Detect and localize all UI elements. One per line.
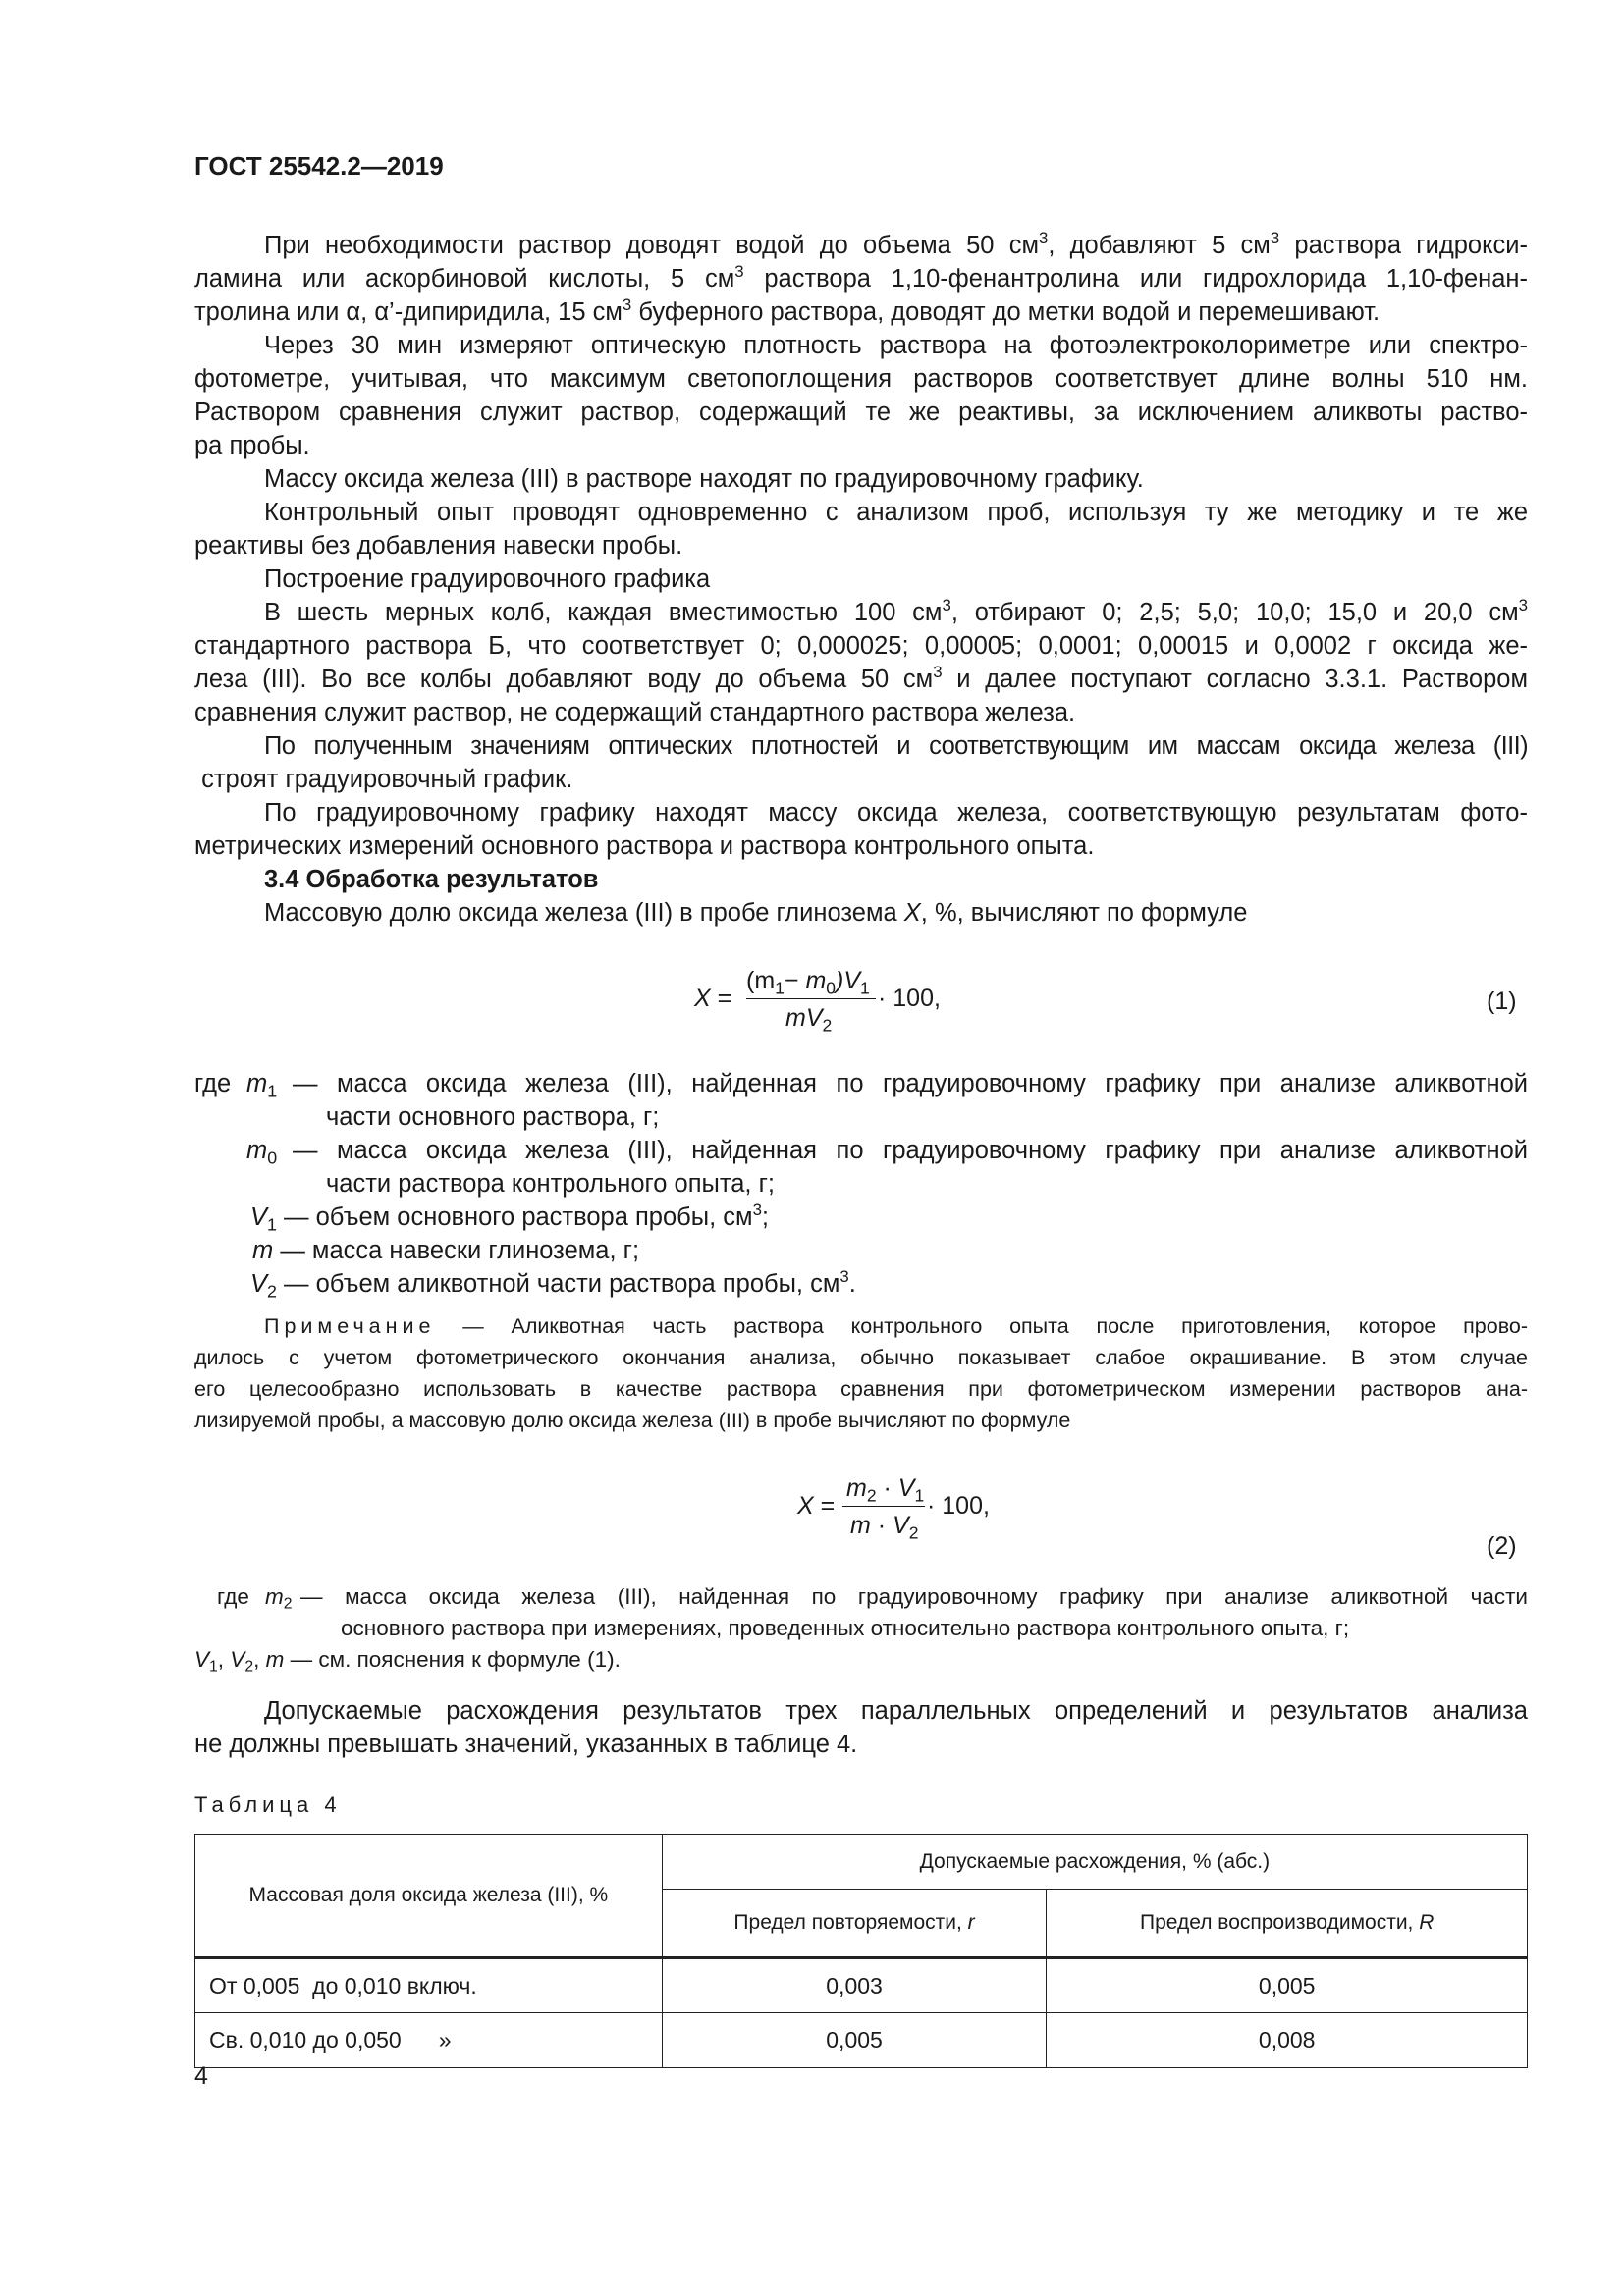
paragraph-line: Через 30 мин измеряют оптическую плотность раствора на фотоэлектроколориметре или спектро- [264,332,1528,359]
repeatability-cell: 0,005 [662,2013,1047,2068]
legend-where: где [194,1070,232,1097]
paragraph-line: не должны превышать значений, указанных в таблице 4. [194,1731,858,1758]
range-cell: Св. 0,010 до 0,050 » [195,2013,663,2068]
note-line: Примечание — Аликвотная часть раствора контрольного опыта после приготовления, которое прово- [264,1314,1528,1338]
fraction-bar [746,998,876,999]
legend-where: где [217,1584,249,1609]
legend-line: $V_2$ — объем аликвотной части раствора пробы, $см^3$. [250,1266,856,1302]
paragraph-line: Раствором сравнения служит раствор, содержащий те же реактивы, за исключением аликвоты раство- [194,399,1528,426]
paragraph-line: ламина или аскорбиновой кислоты, 5 $см^3$ раствора 1,10-фенантролина или гидрохлорида 1,10-фенан- [194,261,1528,293]
legend-text: основного раствора при измерениях, проведенных относительно раствора контрольного опыта, г; [341,1616,1350,1640]
legend-symbol: $m_0$ [246,1137,278,1168]
formula-numerator: $m_2 \cdot V_1$ [846,1474,925,1506]
document-header: ГОСТ 25542.2—2019 [194,151,444,181]
formula-denominator: $m \cdot V_2$ [850,1512,919,1543]
table-row [195,2013,1528,2068]
paragraph-line: фотометре, учитывая, что максимум светопоглощения растворов соответствует длине волны 510 нм. [194,365,1528,393]
paragraph-line: леза (III). Во все колбы добавляют воду до объема 50 $см^3$ и далее поступают согласно 3.3.1. Раствором [194,662,1528,693]
range-cell: От 0,005 до 0,010 включ. [195,1958,663,2013]
paragraph-line: тролина или α, α’-дипиридила, 15 $см^3$ буферного раствора, доводят до метки водой и перемешивают. [194,294,1380,326]
formula-number: (1) [1487,988,1517,1015]
table-row [195,1958,1528,2013]
column-header-mass-fraction: Массовая доля оксида железа (III), % [195,1835,663,1958]
paragraph-line: Допускаемые расхождения результатов трех параллельных определений и результатов анализа [264,1697,1528,1725]
column-header-reproducibility: Предел воспроизводимости, R [1047,1890,1528,1958]
reproducibility-cell: 0,005 [1047,1958,1528,2013]
paragraph-line: реактивы без добавления навески пробы. [194,532,683,560]
paragraph-line: Контрольный опыт проводят одновременно с анализом проб, используя ту же методику и те же [264,499,1528,526]
column-header-repeatability: Предел повторяемости, r [662,1890,1047,1958]
table-header-row [195,1835,1528,1890]
legend-text: — масса оксида железа (III), найденная по градуировочному графику при анализе аликвотной части [300,1584,1528,1609]
formula-tail: · 100, [927,1492,990,1520]
reproducibility-cell: 0,008 [1047,2013,1528,2068]
note-line: дилось с учетом фотометрического окончания анализа, обычно показывает слабое окрашивание. В этом случае [194,1346,1528,1369]
legend-line: $V_1$, $V_2$, m — см. пояснения к формуле (1). [194,1647,621,1676]
paragraph-line: В шесть мерных колб, каждая вместимостью 100 $см^3$, отбирают 0; 2,5; 5,0; 10,0; 15,0 и 20,0 $см^3$ [264,595,1528,626]
paragraph-line: При необходимости раствор доводят водой до объема 50 $см^3$, добавляют 5 $см^3$ раствора гидрокси- [264,228,1528,259]
formula-number: (2) [1487,1532,1517,1560]
paragraph-line: По градуировочному графику находят массу оксида железа, соответствующую результатам фото- [264,799,1528,827]
legend-line: $V_1$ — объем основного раствора пробы, $см^3$; [250,1200,770,1235]
page-number: 4 [194,2062,208,2090]
paragraph-line: сравнения служит раствор, не содержащий стандартного раствора железа. [194,699,1076,726]
paragraph-line: Массовую долю оксида железа (III) в пробе глинозема X, %, вычисляют по формуле [264,899,1248,927]
note-line: его целесообразно использовать в качестве раствора сравнения при фотометрическом измерении растворов ана- [194,1377,1528,1401]
paragraph-line: ра пробы. [194,432,310,459]
repeatability-cell: 0,003 [662,1958,1047,2013]
legend-text: — масса оксида железа (III), найденная по градуировочному графику при анализе аликвотной [293,1070,1528,1097]
note-line: лизируемой пробы, а массовую долю оксида железа (III) в пробе вычисляют по формуле [194,1409,1071,1432]
formula-tail: · 100, [878,985,941,1012]
table-caption: Таблица 4 [194,1792,342,1817]
paragraph-line: метрических измерений основного раствора и раствора контрольного опыта. [194,832,1095,860]
paragraph-line: стандартного раствора Б, что соответствует 0; 0,000025; 0,00005; 0,0001; 0,00015 и 0,0002 г оксида же- [194,632,1528,660]
paragraph-line: строят градуировочный график. [194,766,573,793]
legend-line: m — масса навески глинозема, г; [252,1237,640,1264]
formula-lhs: X = [694,985,732,1012]
section-heading: 3.4 Обработка результатов [264,866,599,893]
formula-numerator: $(m_1- m_0)V_1$ [746,967,870,998]
paragraph-line: Массу оксида железа (III) в растворе находят по градуировочному графику. [264,465,1144,493]
formula-lhs: X = [797,1492,836,1520]
legend-symbol: $m_2$ [265,1584,293,1613]
formula-denominator: $mV_2$ [785,1004,833,1036]
column-group-header: Допускаемые расхождения, % (абс.) [662,1835,1527,1890]
fraction-bar [842,1506,925,1507]
legend-text: — масса оксида железа (III), найденная по градуировочному графику при анализе аликвотной [293,1137,1528,1164]
legend-text: части раствора контрольного опыта, г; [326,1170,775,1198]
legend-symbol: $m_1$ [246,1070,278,1101]
tolerance-table [194,1834,1528,2068]
subheading: Построение градуировочного графика [264,565,711,593]
paragraph-line: По полученным значениям оптических плотностей и соответствующим им массам оксида железа (III) [264,732,1528,760]
legend-text: части основного раствора, г; [326,1103,660,1131]
